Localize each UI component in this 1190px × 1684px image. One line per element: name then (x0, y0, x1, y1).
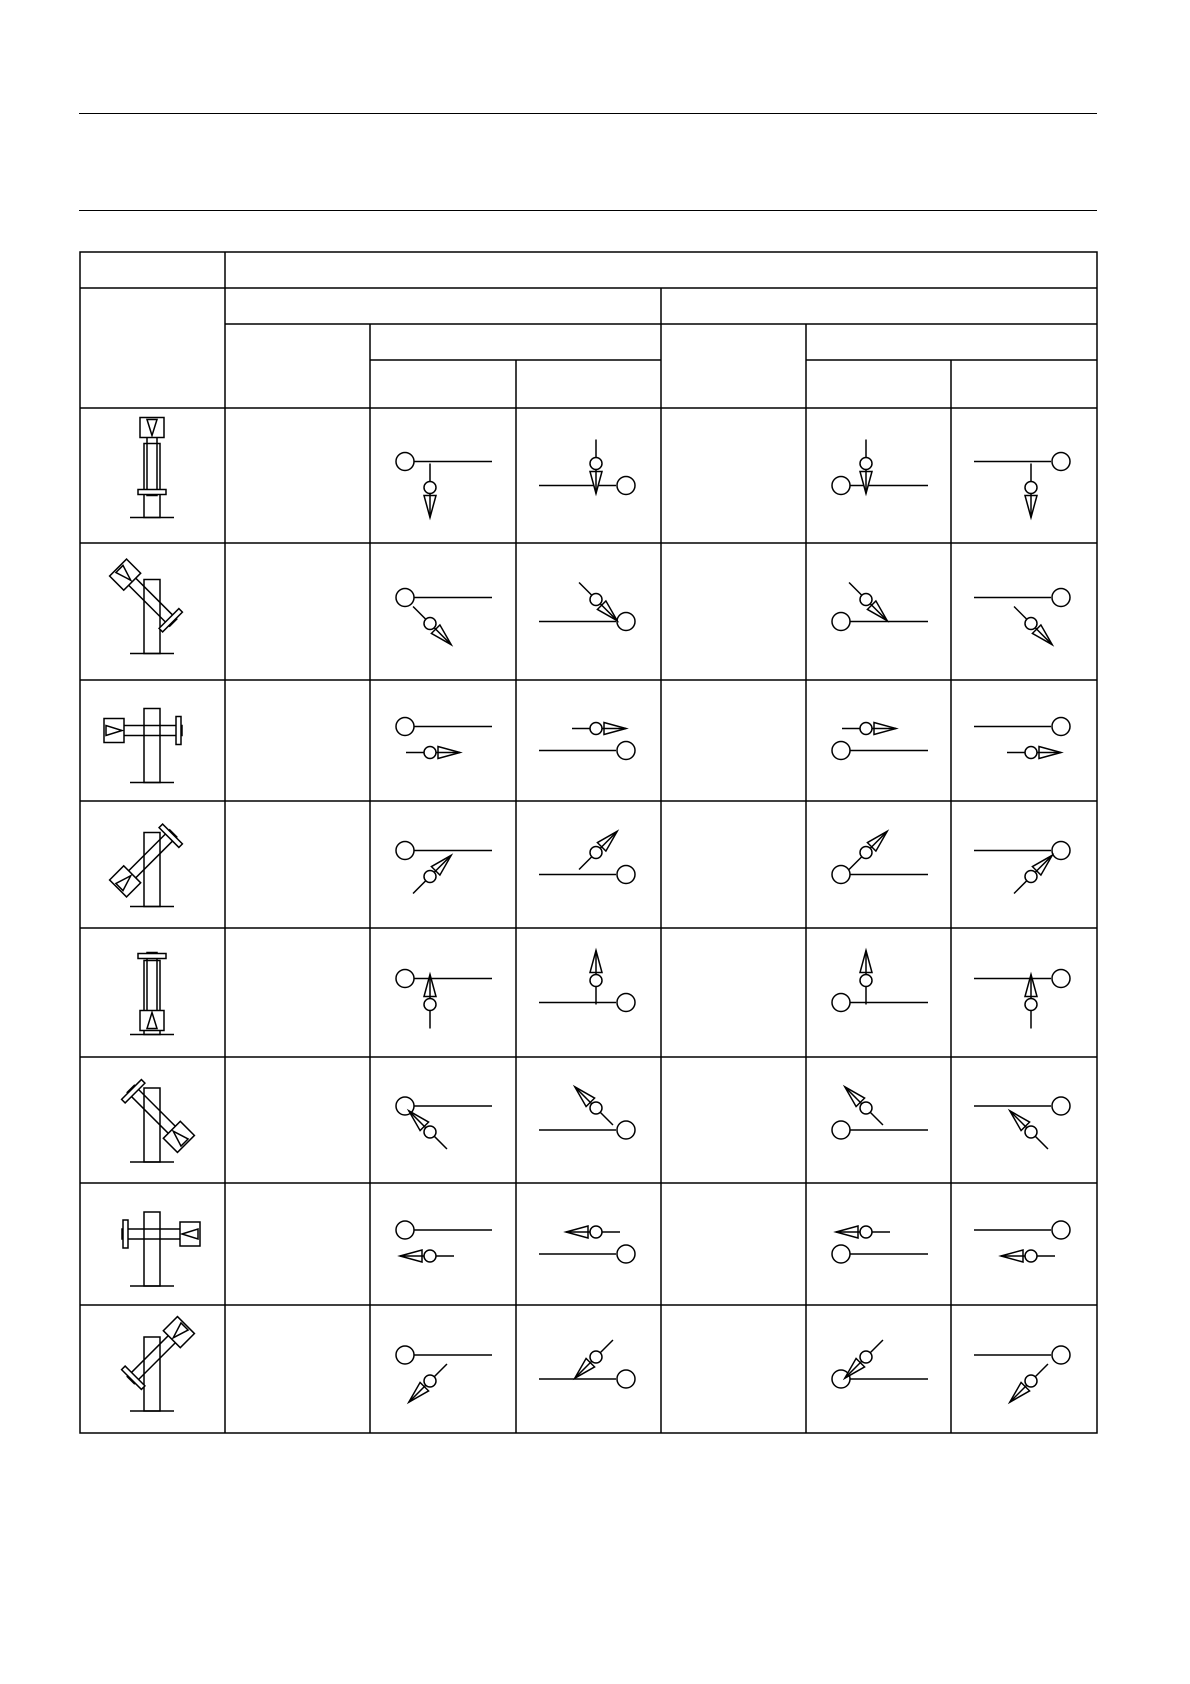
direction-arrow-icon (842, 723, 896, 735)
direction-arrow-icon (575, 1340, 613, 1378)
direction-arrow-icon (1014, 607, 1052, 645)
direction-arrow-icon (1014, 855, 1052, 893)
reference-line-icon (396, 589, 492, 607)
vertical-down-mount-icon (130, 418, 174, 518)
reference-line-icon (396, 718, 492, 736)
table-border (80, 252, 1097, 1433)
direction-arrow-icon (413, 607, 451, 645)
direction-arrow-icon (590, 951, 602, 1005)
reference-line-icon (832, 742, 928, 760)
direction-arrow-icon (575, 1087, 613, 1125)
direction-arrow-icon (413, 855, 451, 893)
direction-arrow-icon (566, 1226, 620, 1238)
reference-line-icon (396, 1346, 492, 1364)
direction-arrow-icon (849, 583, 887, 621)
direction-arrow-icon (424, 975, 436, 1029)
reference-line-icon (832, 994, 928, 1012)
reference-line-icon (974, 453, 1070, 471)
direction-symbols (396, 440, 1070, 1403)
reference-line-icon (396, 970, 492, 988)
reference-line-icon (539, 1121, 635, 1139)
diagonal-down-left-mount-icon (121, 1315, 196, 1411)
reference-line-icon (539, 477, 635, 495)
reference-line-icon (832, 1121, 928, 1139)
direction-arrow-icon (860, 951, 872, 1005)
direction-arrow-icon (836, 1226, 890, 1238)
reference-line-icon (396, 1221, 492, 1239)
direction-arrow-icon (1025, 975, 1037, 1029)
reference-line-icon (974, 1346, 1070, 1364)
direction-arrow-icon (409, 1364, 447, 1402)
reference-line-icon (539, 866, 635, 884)
reference-line-icon (974, 589, 1070, 607)
vertical-up-mount-icon (130, 953, 174, 1035)
reference-line-icon (396, 842, 492, 860)
reference-line-icon (974, 1097, 1070, 1115)
direction-arrow-icon (1001, 1250, 1055, 1262)
direction-arrow-icon (579, 831, 617, 869)
reference-line-icon (539, 994, 635, 1012)
mount-icons-column (104, 418, 200, 1412)
direction-arrow-icon (1007, 747, 1061, 759)
reference-line-icon (539, 1370, 635, 1388)
diagonal-up-left-mount-icon (121, 1079, 196, 1162)
reference-line-icon (832, 1245, 928, 1263)
horizontal-left-mount-icon (122, 1212, 200, 1286)
reference-line-icon (539, 742, 635, 760)
direction-arrow-icon (1010, 1364, 1048, 1402)
reference-line-icon (539, 1245, 635, 1263)
direction-arrow-icon (409, 1111, 447, 1149)
direction-arrow-icon (1025, 464, 1037, 518)
direction-arrow-icon (1010, 1111, 1048, 1149)
direction-arrow-icon (845, 1340, 883, 1378)
direction-arrow-icon (400, 1250, 454, 1262)
reference-line-icon (974, 1221, 1070, 1239)
reference-line-icon (974, 718, 1070, 736)
diagonal-up-right-mount-icon (108, 823, 183, 906)
direction-arrow-icon (406, 747, 460, 759)
direction-arrow-icon (845, 1087, 883, 1125)
reference-line-icon (832, 1370, 928, 1388)
reference-line-icon (974, 970, 1070, 988)
direction-arrow-icon (572, 723, 626, 735)
reference-line-icon (974, 842, 1070, 860)
direction-arrow-icon (424, 464, 436, 518)
direction-arrow-icon (849, 831, 887, 869)
reference-line-icon (396, 453, 492, 471)
reference-line-icon (832, 866, 928, 884)
diagonal-down-right-mount-icon (108, 558, 183, 654)
table-grid-lines (80, 252, 1097, 1433)
horizontal-right-mount-icon (104, 709, 182, 783)
reference-line-icon (832, 477, 928, 495)
direction-arrow-icon (579, 583, 617, 621)
reference-line-icon (539, 613, 635, 631)
